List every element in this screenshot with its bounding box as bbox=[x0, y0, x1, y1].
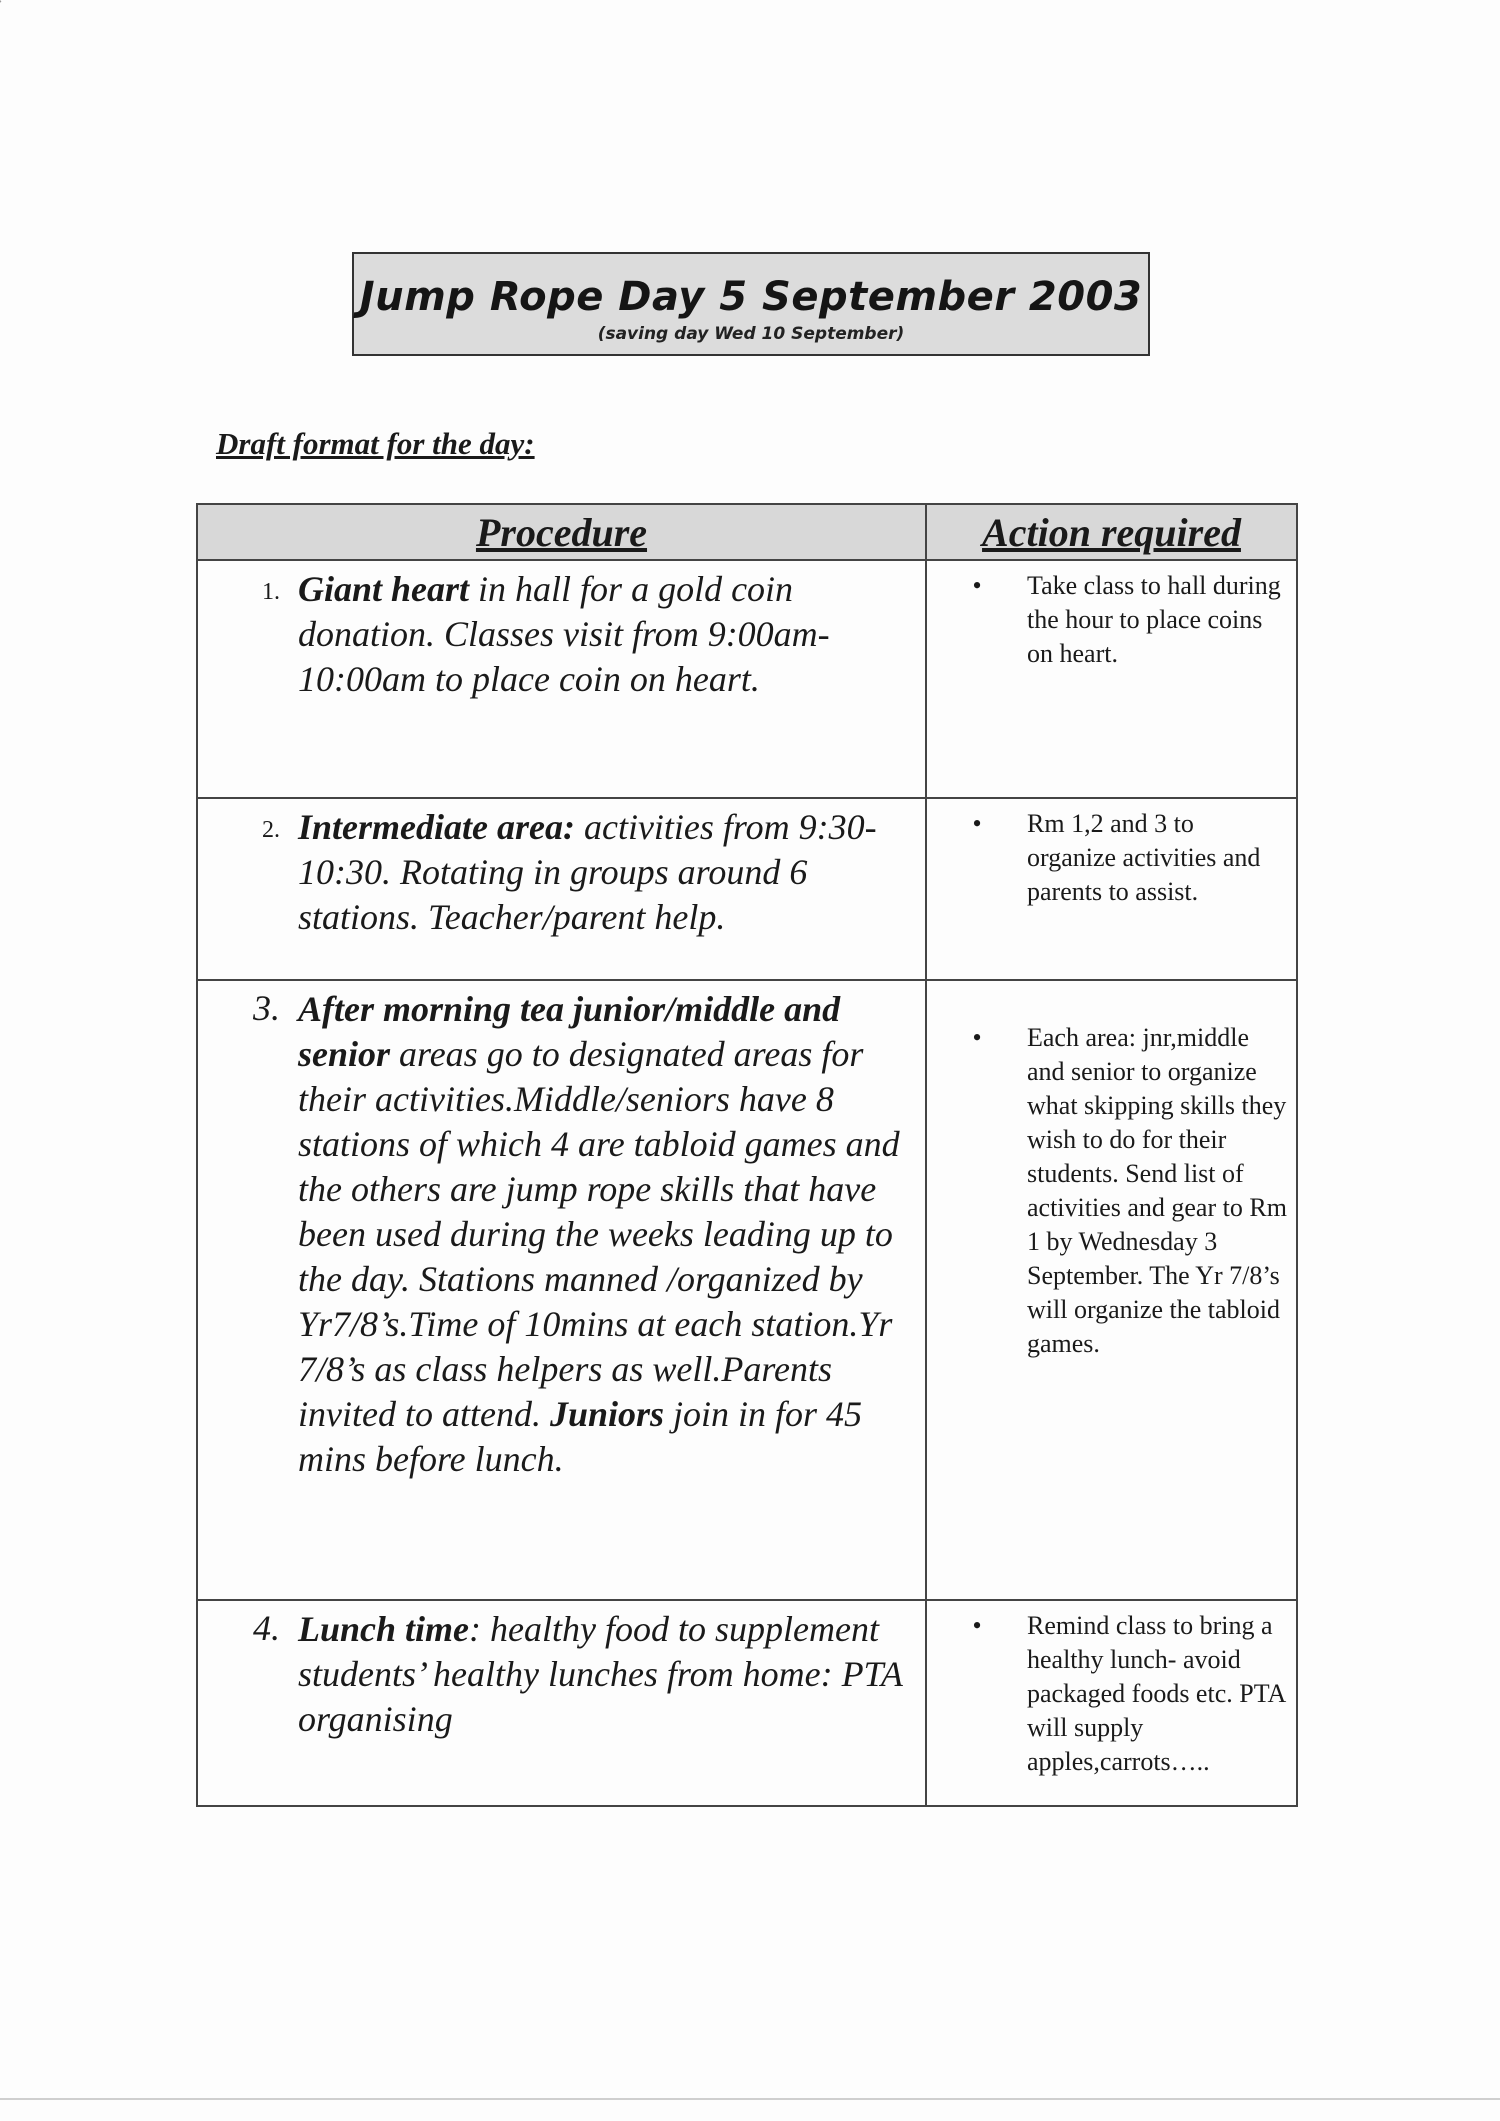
procedure-bold: Lunch time bbox=[298, 1609, 470, 1649]
action-cell bbox=[926, 798, 1297, 980]
procedure-cell bbox=[197, 798, 926, 980]
row-number: 3. bbox=[253, 988, 280, 1028]
procedure-cell bbox=[197, 1600, 926, 1806]
bullet-icon: • bbox=[972, 1611, 982, 1640]
row-number: 2. bbox=[262, 817, 280, 843]
action-text: Remind class to bring a healthy lunch- avoid packaged foods etc. PTA will supply apples,carrots….. bbox=[1027, 1611, 1285, 1776]
procedure-body: activities from 9:30-10:30. Rotating in groups around 6 stations. Teacher/parent help. bbox=[298, 807, 877, 937]
action-text: Each area: jnr,middle and senior to organize what skipping skills they wish to do for their students. Send list of activities and gear to Rm 1 by Wednesday 3 September. The Yr 7/8’s will organize the tabloid games. bbox=[1027, 1023, 1287, 1358]
procedure-cell bbox=[197, 560, 926, 798]
page-subtitle: (saving day Wed 10 September) bbox=[597, 324, 905, 344]
row-number: 1. bbox=[262, 579, 280, 605]
draft-heading: Draft format for the day: bbox=[216, 426, 535, 461]
title-box bbox=[352, 252, 1150, 356]
bullet-icon: • bbox=[972, 571, 982, 600]
header-action-required: Action required bbox=[926, 504, 1297, 560]
action-cell bbox=[926, 1600, 1297, 1806]
procedure-bold: After morning tea junior/middle and senior bbox=[298, 989, 841, 1074]
action-cell bbox=[926, 560, 1297, 798]
procedure-text bbox=[298, 805, 925, 940]
table-header-row bbox=[197, 504, 1297, 560]
action-text: Take class to hall during the hour to place coins on heart. bbox=[1027, 571, 1281, 668]
bullet-icon: • bbox=[972, 1023, 982, 1052]
table-row bbox=[197, 798, 1297, 980]
scan-corner-mark bbox=[0, 0, 23, 44]
procedure-body: : healthy food to supplement students’ healthy lunches from home: PTA organising bbox=[298, 1609, 903, 1739]
procedure-bold: Intermediate area: bbox=[298, 807, 575, 847]
procedure-bold: Giant heart bbox=[298, 569, 470, 609]
procedure-body: in hall for a gold coin donation. Classes visit from 9:00am-10:00am to place coin on heart. bbox=[298, 569, 830, 699]
header-procedure: Procedure bbox=[197, 504, 926, 560]
procedure-body: areas go to designated areas for their activities.Middle/seniors have 8 stations of which 4 are tabloid games and the others are jump rope skills that have been used during the weeks leading up to the day. Stations manned /organized by Yr7/8’s.Time of 10mins at each station.Yr 7/8’s as class helpers as well.Parents invited to attend. bbox=[298, 1034, 900, 1434]
procedure-cell bbox=[197, 980, 926, 1600]
scan-bottom-edge bbox=[0, 2098, 1500, 2100]
procedure-bold-juniors: Juniors bbox=[549, 1394, 665, 1434]
bullet-icon: • bbox=[972, 809, 982, 838]
procedure-text bbox=[298, 567, 925, 702]
schedule-table bbox=[196, 503, 1298, 1807]
table-row bbox=[197, 1600, 1297, 1806]
action-text: Rm 1,2 and 3 to organize activities and parents to assist. bbox=[1027, 809, 1261, 906]
procedure-text bbox=[298, 1607, 925, 1742]
procedure-text bbox=[298, 987, 925, 1482]
action-cell bbox=[926, 980, 1297, 1600]
page-title: Jump Rope Day 5 September 2003 bbox=[359, 274, 1143, 320]
procedure-body-end: join in for 45 mins before lunch. bbox=[298, 1394, 863, 1479]
table-row bbox=[197, 980, 1297, 1600]
row-number: 4. bbox=[253, 1608, 280, 1648]
table-row bbox=[197, 560, 1297, 798]
